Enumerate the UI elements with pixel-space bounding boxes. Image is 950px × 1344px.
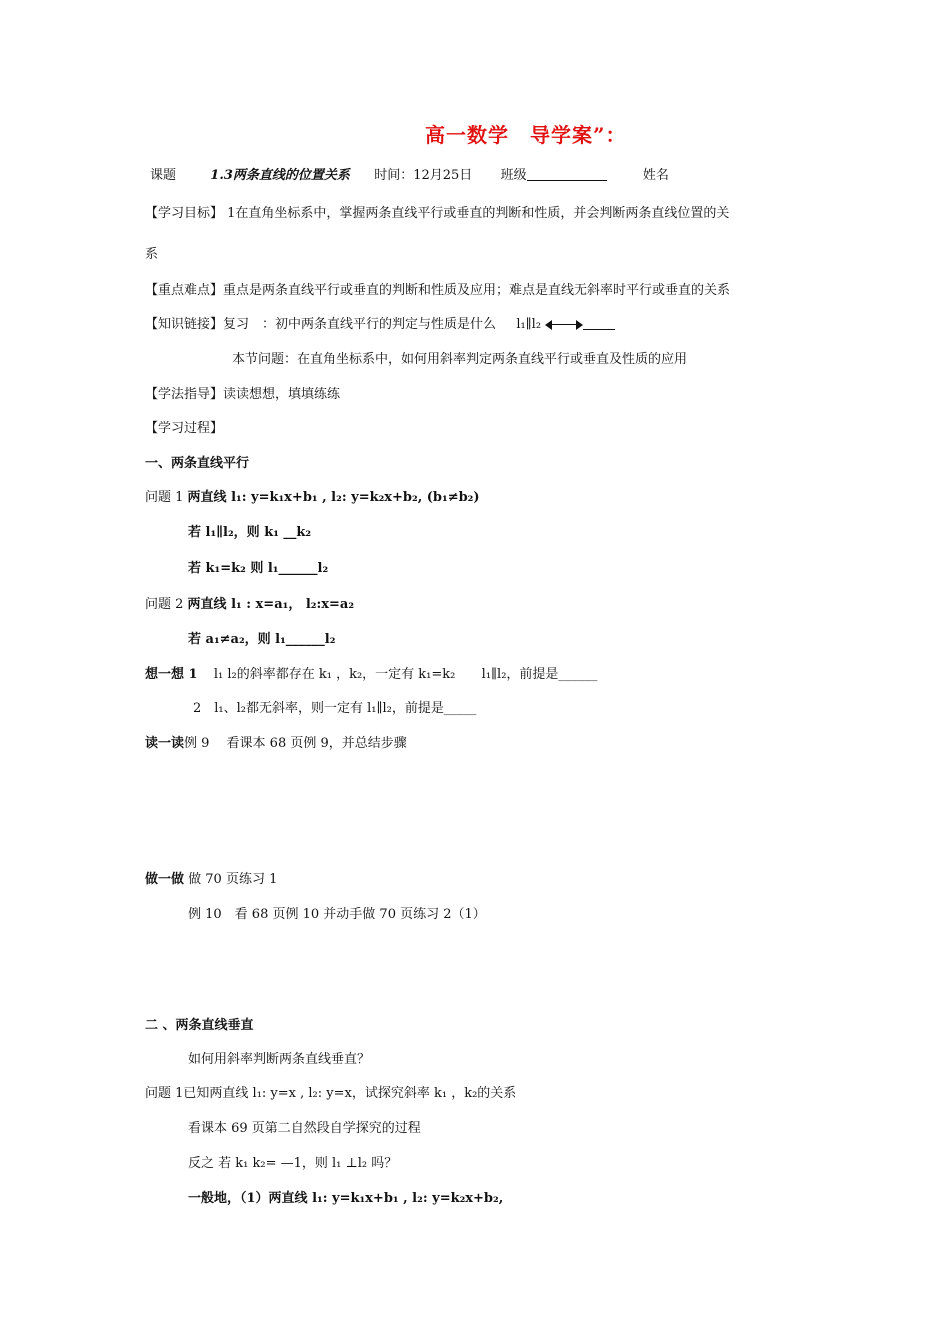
s2-converse: 反之 若 k₁ k₂= —1，则 l₁ ⊥l₂ 吗？ <box>188 1156 398 1171</box>
s1-read <box>145 735 407 753</box>
s1-q1-label: 问题 1 <box>145 490 184 505</box>
s2-read: 看课本 69 页第二自然段自学探究的过程 <box>188 1121 421 1136</box>
header-row <box>150 167 669 185</box>
s1-q1-b: 若 k₁=k₂ 则 l₁______l₂ <box>188 561 329 576</box>
read-label: 读一读 <box>145 736 185 751</box>
double-arrow-icon <box>545 320 583 330</box>
focus <box>145 282 730 300</box>
s1-q2 <box>145 596 354 614</box>
think1-end: l₁∥l₂，前提是______ <box>481 667 598 682</box>
method <box>145 386 340 404</box>
s1-q1-a: 若 l₁∥l₂，则 k₁ __k₂ <box>188 525 312 540</box>
link-relation: l₁∥l₂ <box>516 317 542 332</box>
class-label: 班级 <box>500 168 527 183</box>
section1-heading: 一、两条直线平行 <box>145 456 250 471</box>
think-label: 想一想 1 <box>145 667 198 682</box>
s1-q1-text: 两直线 l₁: y=k₁x+b₁ , l₂: y=k₂x+b₂, (b₁≠b₂) <box>187 490 480 505</box>
page-title: 高一数学 导学案”： <box>425 123 627 147</box>
objective-cont: 系 <box>145 247 159 262</box>
s2-q1-text: 已知两直线 l₁: y=x , l₂: y=x，试探究斜率 k₁ ，k₂的关系 <box>183 1086 517 1101</box>
focus-tag: 【重点难点】 <box>145 283 224 298</box>
knowledge-link <box>145 316 615 334</box>
do-text: 做 70 页练习 1 <box>188 872 278 887</box>
s2-q1-label: 问题 1 <box>145 1086 184 1101</box>
method-tag: 【学法指导】 <box>145 387 224 402</box>
s1-q2-label: 问题 2 <box>145 597 184 612</box>
s2-general: 一般地，（1）两直线 l₁: y=k₁x+b₁ , l₂: y=k₂x+b₂, <box>188 1191 504 1206</box>
topic: 1.3两条直线的位置关系 <box>210 168 350 183</box>
s2-q1 <box>145 1085 516 1103</box>
read-text: 例 9 看课本 68 页例 9，并总结步骤 <box>184 736 407 751</box>
objective-tag: 【学习目标】 <box>145 206 224 221</box>
objective <box>145 205 729 223</box>
class-blank[interactable] <box>527 167 607 181</box>
link-question: 本节问题：在直角坐标系中，如何用斜率判定两条直线平行或垂直及性质的应用 <box>232 352 688 367</box>
method-text: 读读想想，填填练练 <box>223 387 341 402</box>
think1-text: l₁ l₂的斜率都存在 k₁ ，k₂，一定有 k₁=k₂ <box>213 667 456 682</box>
course-label: 课题 <box>150 168 177 183</box>
link-tag: 【知识链接】 <box>145 317 224 332</box>
focus-text: 重点是两条直线平行或垂直的判断和性质及应用；难点是直线无斜率时平行或垂直的关系 <box>223 283 731 298</box>
s1-do <box>145 871 277 889</box>
name-label: 姓名 <box>642 168 669 183</box>
link-blank[interactable] <box>583 316 615 330</box>
s2-intro: 如何用斜率判断两条直线垂直？ <box>188 1052 371 1067</box>
objective-text: 1在直角坐标系中，掌握两条直线平行或垂直的判断和性质，并会判断两条直线位置的关 <box>227 206 730 221</box>
s1-think1 <box>145 666 597 684</box>
s1-think2: 2 l₁、l₂都无斜率，则一定有 l₁∥l₂，前提是_____ <box>193 701 477 716</box>
link-text: 复习 ：初中两条直线平行的判定与性质是什么 <box>223 317 497 332</box>
s1-q1 <box>145 489 480 507</box>
do-label: 做一做 <box>145 872 185 887</box>
s1-q2-a: 若 a₁≠a₂，则 l₁______l₂ <box>188 632 336 647</box>
s1-example10: 例 10 看 68 页例 10 并动手做 70 页练习 2（1） <box>188 907 486 922</box>
process-tag: 【学习过程】 <box>145 421 224 436</box>
s1-q2-text: 两直线 l₁ : x=a₁， l₂:x=a₂ <box>187 597 355 612</box>
section2-heading: 二 、两条直线垂直 <box>145 1018 254 1033</box>
time: 时间：12月25日 <box>374 168 473 183</box>
